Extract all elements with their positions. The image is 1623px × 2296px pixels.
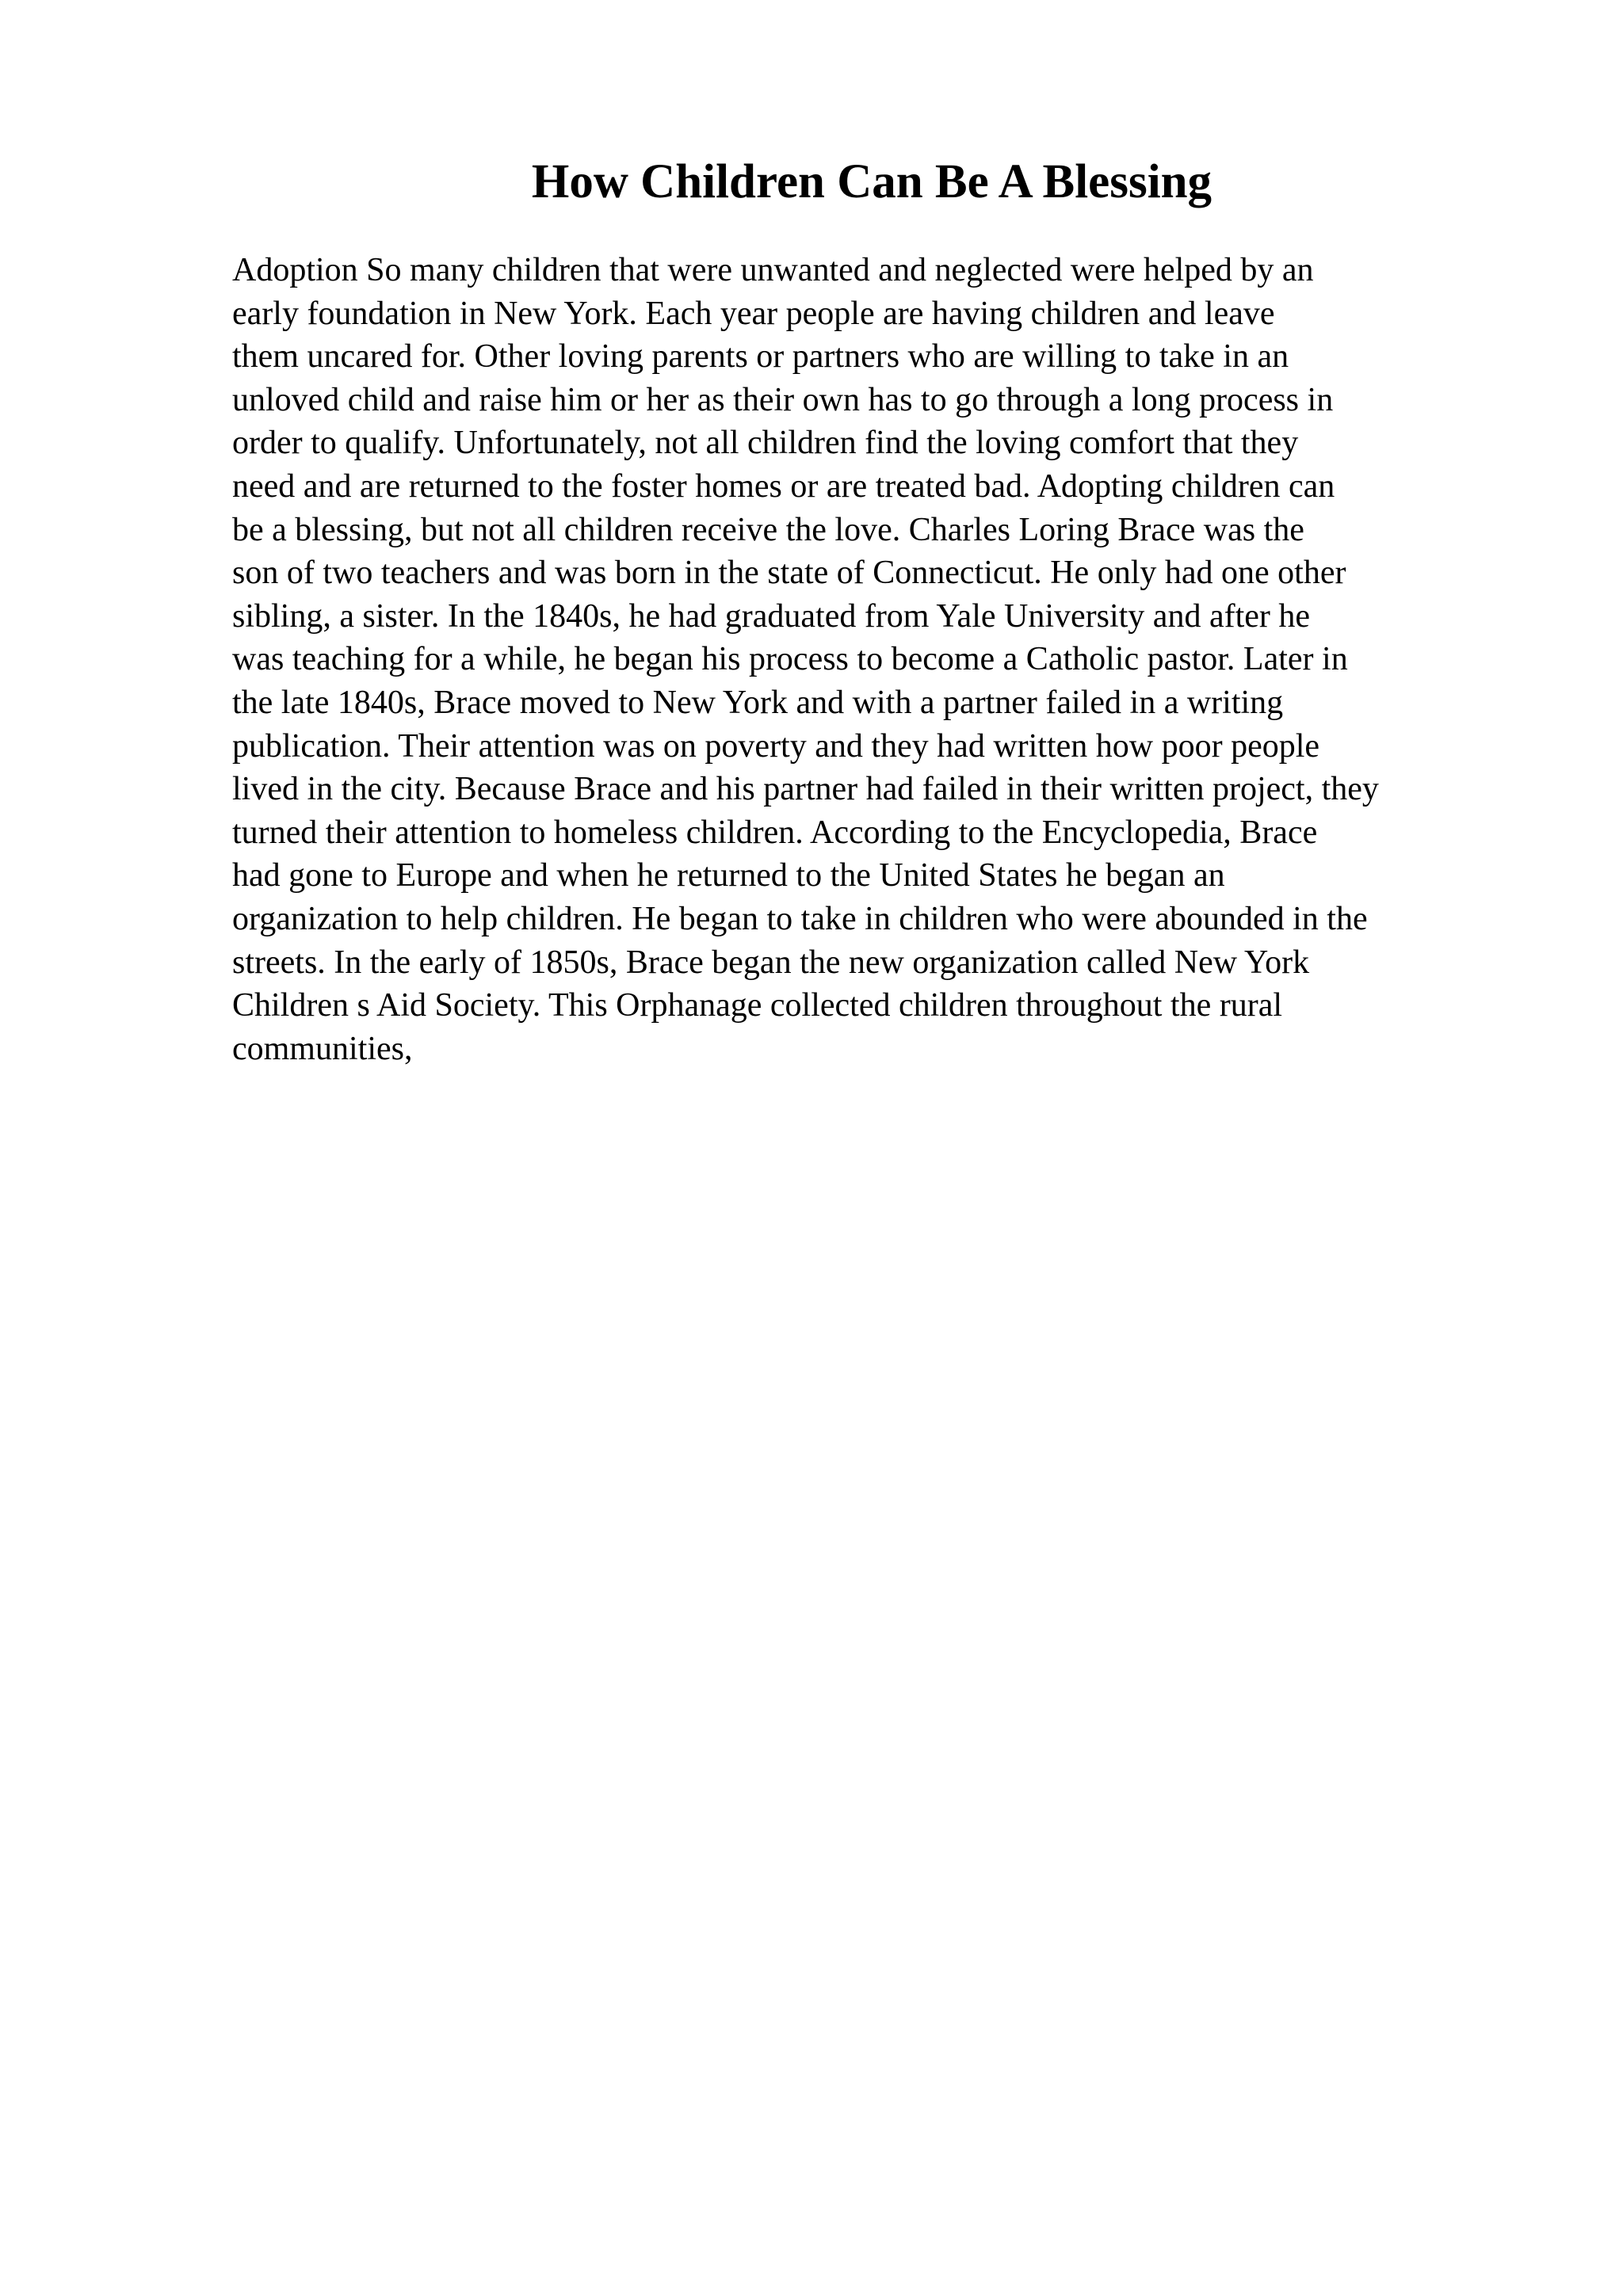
- body-line: sibling, a sister. In the 1840s, he had graduated from Yale University and after he: [232, 597, 1311, 635]
- body-line: the late 1840s, Brace moved to New York and with a partner failed in a writing: [232, 684, 1284, 721]
- body-line: communities,: [232, 1030, 413, 1067]
- body-line: Adoption So many children that were unwanted and neglected were helped by an: [232, 252, 1314, 288]
- body-line: streets. In the early of 1850s, Brace began the new organization called New York: [232, 944, 1310, 981]
- body-line: them uncared for. Other loving parents or partners who are willing to take in an: [232, 338, 1289, 376]
- body-line: lived in the city. Because Brace and his partner had failed in their written project, they: [232, 771, 1379, 808]
- document-body: [232, 249, 1595, 1070]
- body-line: unloved child and raise him or her as their own has to go through a long process in: [232, 381, 1334, 418]
- body-line: son of two teachers and was born in the state of Connecticut. He only had one other: [232, 555, 1346, 592]
- body-line: organization to help children. He began to take in children who were abounded in the: [232, 900, 1368, 937]
- body-line: need and are returned to the foster homes or are treated bad. Adopting children can: [232, 467, 1335, 505]
- body-line: order to qualify. Unfortunately, not all children find the loving comfort that they: [232, 425, 1299, 462]
- body-line: was teaching for a while, he began his process to become a Catholic pastor. Later in: [232, 641, 1348, 678]
- body-line: publication. Their attention was on poverty and they had written how poor people: [232, 727, 1320, 765]
- document-title: How Children Can Be A Blessing: [531, 155, 1212, 208]
- body-line: had gone to Europe and when he returned to the United States he began an: [232, 857, 1225, 894]
- body-line: Children s Aid Society. This Orphanage collected children throughout the rural: [232, 987, 1283, 1024]
- body-line: early foundation in New York. Each year people are having children and leave: [232, 295, 1275, 332]
- body-line: be a blessing, but not all children receive the love. Charles Loring Brace was the: [232, 511, 1304, 548]
- body-line: turned their attention to homeless children. According to the Encyclopedia, Brace: [232, 814, 1318, 851]
